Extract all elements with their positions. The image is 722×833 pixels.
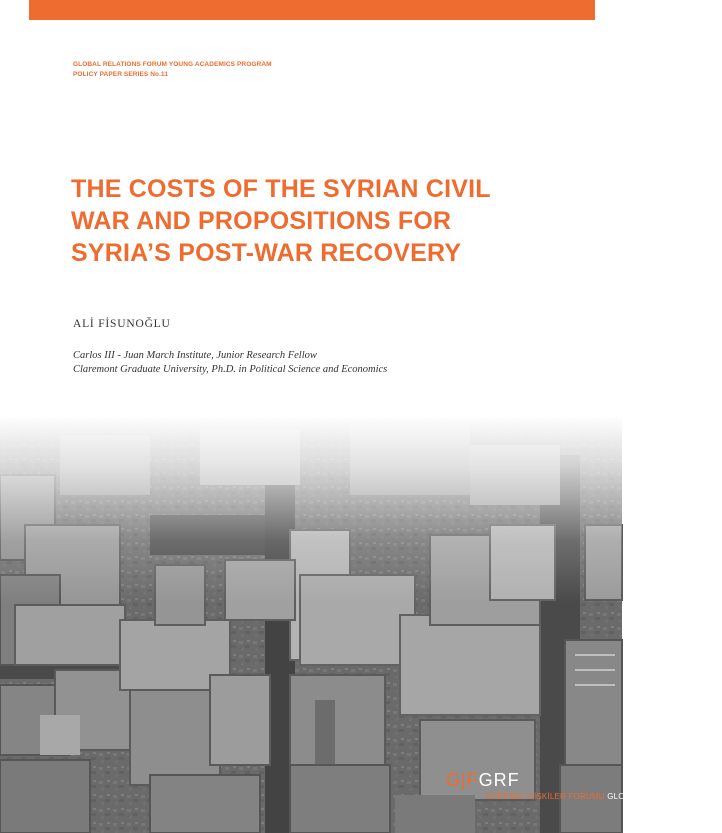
- affiliation-line-1: Carlos III - Juan March Institute, Junior Research Fellow: [73, 350, 317, 361]
- title-line-3: SYRIA’S POST-WAR RECOVERY: [71, 239, 462, 267]
- logo-subtitle-english: GLOBAL RELATIONS FORUM: [607, 792, 722, 801]
- grf-logo-subtitle: [486, 792, 722, 802]
- aerial-ruins-photo: [0, 415, 622, 833]
- title-line-1: THE COSTS OF THE SYRIAN CIVIL: [71, 175, 491, 203]
- logo-subtitle-turkish: KÜRESEL İLİŞKİLER FORUMU: [486, 792, 605, 801]
- author-name: ALİ FİSUNOĞLU: [73, 318, 171, 330]
- series-number-line: POLICY PAPER SERIES No.11: [73, 70, 169, 78]
- series-header: [73, 60, 553, 79]
- affiliation-line-2: Claremont Graduate University, Ph.D. in Political Science and Economics: [73, 364, 388, 375]
- document-title: [71, 173, 591, 269]
- top-accent-bar: [29, 0, 595, 20]
- grf-logo-mark: [446, 770, 520, 790]
- author-affiliations: [73, 349, 553, 377]
- logo-mark-right: GRF: [478, 770, 520, 790]
- logo-mark-left: G|F: [446, 770, 479, 790]
- series-program-line: GLOBAL RELATIONS FORUM YOUNG ACADEMICS PROGRAM: [73, 61, 272, 68]
- title-line-2: WAR AND PROPOSITIONS FOR: [71, 207, 452, 235]
